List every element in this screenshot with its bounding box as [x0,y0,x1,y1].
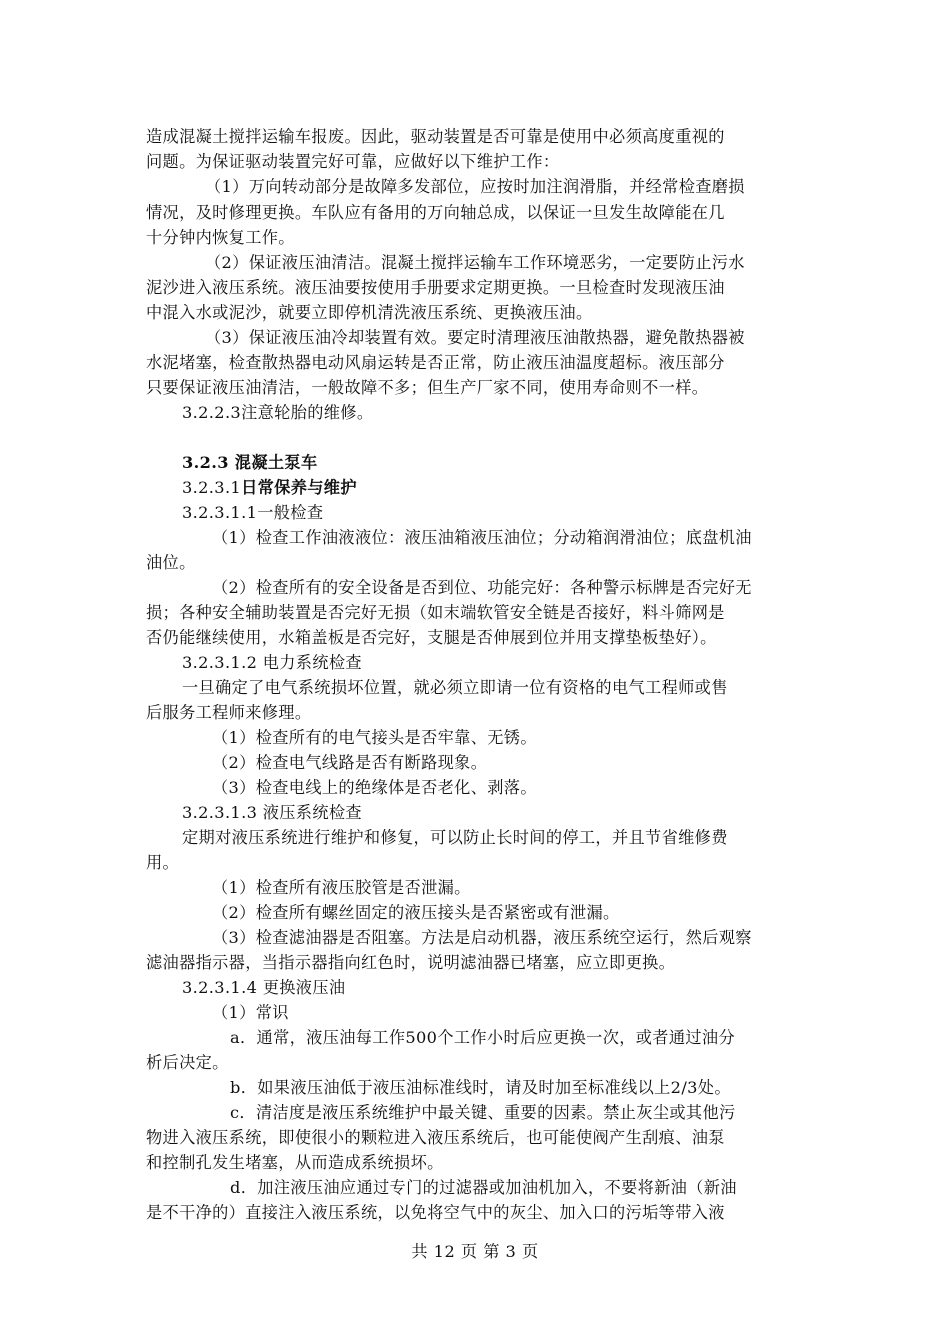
body-line: （3）保证液压油冷却装置有效。要定时清理液压油散热器，避免散热器被 [205,328,745,347]
body-line: 否仍能继续使用，水箱盖板是否完好，支腿是否伸展到位并用支撑垫板垫好）。 [146,628,717,647]
body-line: 造成混凝土搅拌运输车报废。因此，驱动装置是否可靠是使用中必须高度重视的 [146,127,725,146]
body-line: （2）检查电气线路是否有断路现象。 [212,753,488,772]
body-line: （1）检查工作油液液位：液压油箱液压油位；分动箱润滑油位；底盘机油 [212,528,752,547]
body-line: a．通常，液压油每工作500个工作小时后应更换一次，或者通过油分 [230,1028,735,1047]
body-line: （2）检查所有螺丝固定的液压接头是否紧密或有泄漏。 [212,903,620,922]
body-line: （1）检查所有液压胶管是否泄漏。 [212,878,471,897]
subsection-title: 日常保养与维护 [241,478,357,497]
body-line: b．如果液压油低于液压油标准线时，请及时加至标准线以上2/3处。 [230,1078,731,1097]
body-line: 滤油器指示器，当指示器指向红色时，说明滤油器已堵塞，应立即更换。 [146,953,676,972]
body-line: 3.2.2.3注意轮胎的维修。 [182,403,374,422]
body-line: 3.2.3.1.3 液压系统检查 [182,803,362,822]
body-line: c．清洁度是液压系统维护中最关键、重要的因素。禁止灰尘或其他污 [230,1103,736,1122]
body-line: （3）检查电线上的绝缘体是否老化、剥落。 [212,778,537,797]
body-line: 3.2.3.1.2 电力系统检查 [182,653,362,672]
body-line: 十分钟内恢复工作。 [146,228,295,247]
body-line: （1）万向转动部分是故障多发部位，应按时加注润滑脂，并经常检查磨损 [205,177,745,196]
subsection-heading [182,475,357,500]
body-line: 泥沙进入液压系统。液压油要按使用手册要求定期更换。一旦检查时发现液压油 [146,278,725,297]
body-line: 3.2.3.1.4 更换液压油 [182,978,346,997]
body-line: 析后决定。 [146,1053,229,1072]
body-line: 3.2.3.1.1一般检查 [182,503,324,522]
body-line: 问题。为保证驱动装置完好可靠，应做好以下维护工作： [146,152,560,171]
body-line: 后服务工程师来修理。 [146,703,312,722]
body-line: 一旦确定了电气系统损坏位置，就必须立即请一位有资格的电气工程师或售 [182,678,728,697]
subsection-number: 3.2.3.1 [182,478,242,497]
body-line: 和控制孔发生堵塞，从而造成系统损坏。 [146,1153,444,1172]
body-line: （2）检查所有的安全设备是否到位、功能完好：各种警示标牌是否完好无 [212,578,752,597]
body-line: 损；各种安全辅助装置是否完好无损（如末端软管安全链是否接好，料斗筛网是 [146,603,725,622]
section-heading: 3.2.3 混凝土泵车 [182,453,318,472]
body-line: （3）检查滤油器是否阻塞。方法是启动机器，液压系统空运行，然后观察 [212,928,752,947]
body-line: 油位。 [146,553,196,572]
body-line: 水泥堵塞，检查散热器电动风扇运转是否正常，防止液压油温度超标。液压部分 [146,353,725,372]
body-line: 定期对液压系统进行维护和修复，可以防止长时间的停工，并且节省维修费 [182,828,728,847]
body-line: （1）常识 [212,1003,289,1022]
body-line: 物进入液压系统，即使很小的颗粒进入液压系统后，也可能使阀产生刮痕、油泵 [146,1128,725,1147]
page-footer: 共 12 页 第 3 页 [411,1242,539,1261]
body-line: 只要保证液压油清洁，一般故障不多；但生产厂家不同，使用寿命则不一样。 [146,378,709,397]
body-line: 中混入水或泥沙，就要立即停机清洗液压系统、更换液压油。 [146,303,593,322]
body-line: （1）检查所有的电气接头是否牢靠、无锈。 [212,728,537,747]
body-line: 是不干净的）直接注入液压系统，以免将空气中的灰尘、加入口的污垢等带入液 [146,1203,725,1222]
body-line: 情况，及时修理更换。车队应有备用的万向轴总成，以保证一旦发生故障能在几 [146,203,725,222]
body-line: （2）保证液压油清洁。混凝土搅拌运输车工作环境恶劣，一定要防止污水 [205,253,745,272]
body-line: d．加注液压油应通过专门的过滤器或加油机加入，不要将新油（新油 [230,1178,737,1197]
body-line: 用。 [146,853,180,872]
